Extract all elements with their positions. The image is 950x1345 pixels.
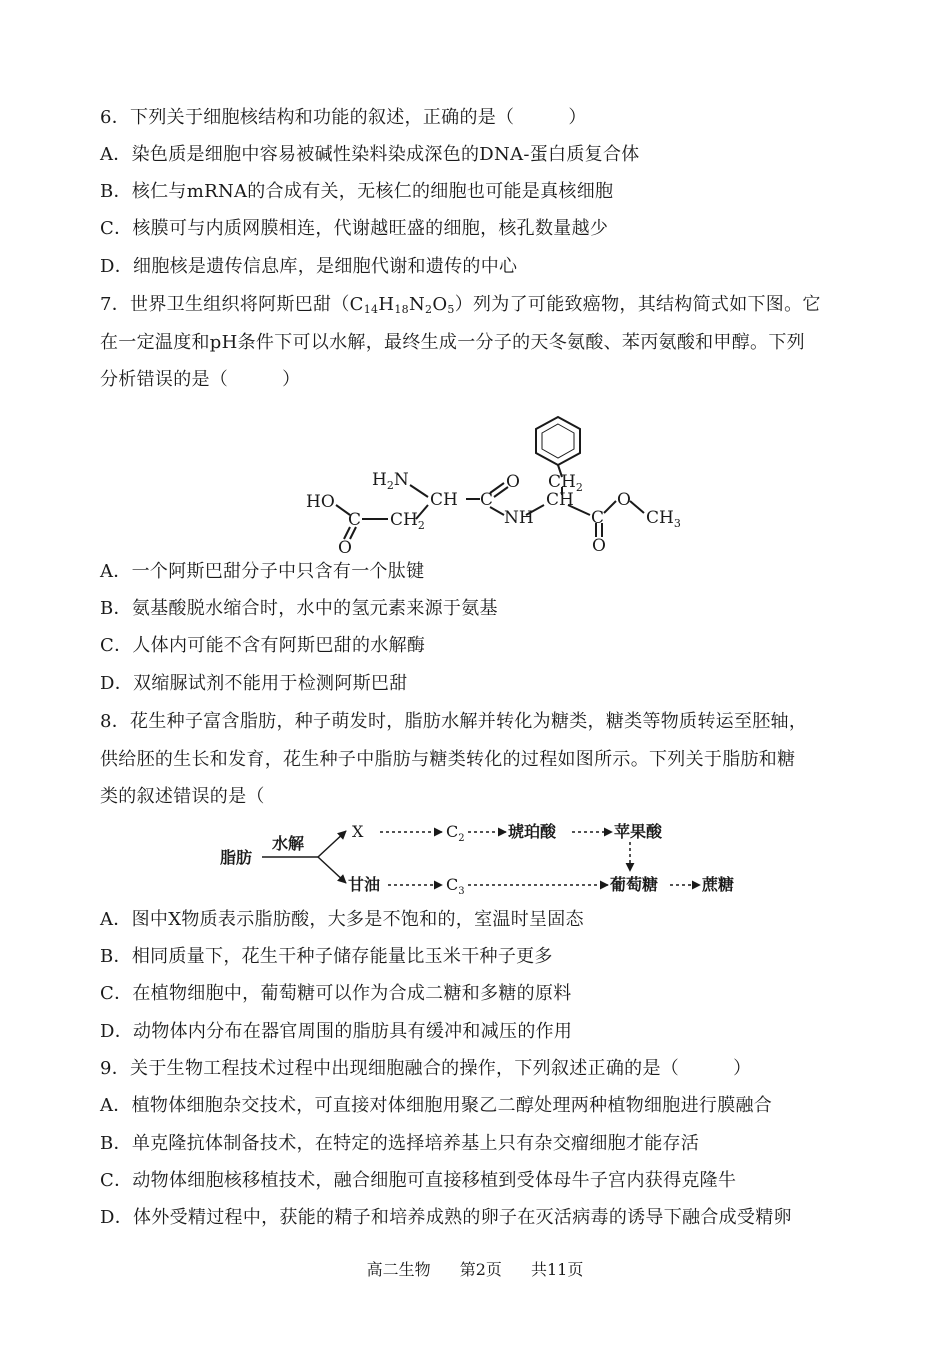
formula-element: O [432, 294, 448, 315]
q8-option-c: C．在植物细胞中，葡萄糖可以作为合成二糖和多糖的原料 [100, 983, 572, 1004]
fat-sugar-conversion-diagram [210, 815, 770, 900]
page-footer [0, 1257, 950, 1280]
phenylalanine-alpha-carbon-label: CH [546, 490, 574, 510]
q9-stem [100, 1057, 860, 1081]
footer-total-pages: 共11页 [531, 1260, 584, 1279]
q9-stem-text: 9．关于生物工程技术过程中出现细胞融合的操作，下列叙述正确的是（ [100, 1058, 680, 1079]
ch2-top-label: $CH_2$ [548, 472, 583, 494]
q7-stem-line1 [100, 293, 860, 317]
carbonyl-carbon-label: C [480, 490, 494, 510]
formula-sub: 14 [363, 303, 379, 316]
sucrose-label: 蔗糖 [702, 875, 735, 894]
fat-label: 脂肪 [220, 848, 253, 867]
amide-nh-label: NH [504, 508, 534, 528]
q6-stem [100, 106, 860, 130]
amino-group-label: $H_2N$ [372, 470, 409, 492]
glucose-label: 葡萄糖 [610, 875, 659, 894]
q6-option-d: D．细胞核是遗传信息库，是细胞代谢和遗传的中心 [100, 256, 518, 277]
q7-stem-a: 7．世界卫生组织将阿斯巴甜（C [100, 294, 364, 315]
q7-stem-line3 [100, 368, 860, 392]
c3-label: $C_3$ [446, 875, 465, 897]
q8-stem-line3: 类的叙述错误的是（ [100, 786, 265, 807]
q7-option-b: B．氨基酸脱水缩合时，水中的氢元素来源于氨基 [100, 598, 498, 619]
q7-stem-line2: 在一定温度和pH条件下可以水解，最终生成一分子的天冬氨酸、苯丙氨酸和甲醇。下列 [100, 332, 805, 353]
carbonyl-oxygen-label: O [506, 472, 520, 492]
q9-stem-end: ） [733, 1058, 752, 1079]
q8-option-a: A．图中X物质表示脂肪酸，大多是不饱和的，室温时呈固态 [100, 909, 584, 930]
q6-option-a: A．染色质是细胞中容易被碱性染料染成深色的DNA-蛋白质复合体 [100, 144, 640, 165]
q9-option-d: D．体外受精过程中，获能的精子和培养成熟的卵子在灭活病毒的诱导下融合成受精卵 [100, 1207, 792, 1228]
q8-option-d: D．动物体内分布在器官周围的脂肪具有缓冲和减压的作用 [100, 1021, 573, 1042]
q7-option-d: D．双缩脲试剂不能用于检测阿斯巴甜 [100, 673, 408, 694]
x-label: X [352, 822, 364, 841]
succinic-acid-label: 琥珀酸 [508, 822, 557, 841]
q9-option-a: A．植物体细胞杂交技术，可直接对体细胞用聚乙二醇处理两种植物细胞进行膜融合 [100, 1095, 773, 1116]
c2-label: $C_2$ [446, 822, 465, 844]
ch2-left-label: $CH_2$ [390, 510, 425, 532]
q8-stem-line1: 8．花生种子富含脂肪，种子萌发时，脂肪水解并转化为糖类，糖类等物质转运至胚轴， [100, 711, 808, 732]
ester-oxygen-label: O [617, 490, 631, 510]
ester-carbon-label: C [591, 508, 605, 528]
q7-line3-end: ） [282, 369, 301, 390]
formula-element: H [378, 294, 395, 315]
formula-sub: 18 [394, 303, 409, 316]
formula-element: N [408, 294, 426, 315]
ester-carbonyl-oxygen-label: O [592, 536, 606, 555]
malic-acid-label: 苹果酸 [614, 822, 663, 841]
q6-option-c: C．核膜可与内质网膜相连，代谢越旺盛的细胞，核孔数量越少 [100, 218, 609, 239]
aspartame-structure-diagram [300, 415, 700, 555]
q7-option-a: A．一个阿斯巴甜分子中只含有一个肽键 [100, 561, 425, 582]
alpha-carbon-label: CH [430, 490, 458, 510]
footer-subject: 高二生物 [366, 1260, 431, 1279]
q6-option-b: B．核仁与mRNA的合成有关，无核仁的细胞也可能是真核细胞 [100, 181, 614, 202]
formula-sub: 5 [447, 303, 455, 316]
hydroxyl-label: HO [306, 492, 335, 512]
q9-option-b: B．单克隆抗体制备技术，在特定的选择培养基上只有杂交瘤细胞才能存活 [100, 1133, 700, 1154]
methyl-label: $CH_3$ [646, 508, 681, 530]
q9-option-c: C．动物体细胞核移植技术，融合细胞可直接移植到受体母牛子宫内获得克隆牛 [100, 1170, 737, 1191]
q7-stem-b: ）列为了可能致癌物，其结构简式如下图。它 [454, 294, 821, 315]
glycerol-label: 甘油 [348, 875, 381, 894]
oxygen-label: O [338, 538, 352, 555]
q8-stem-line2: 供给胚的生长和发育，花生种子中脂肪与糖类转化的过程如图所示。下列关于脂肪和糖 [100, 749, 796, 770]
benzene-inner-ring [542, 424, 574, 458]
carboxyl-carbon-label: C [348, 510, 362, 530]
q7-option-c: C．人体内可能不含有阿斯巴甜的水解酶 [100, 635, 426, 656]
footer-page-number: 第2页 [459, 1260, 502, 1279]
formula-sub: 2 [425, 303, 433, 316]
hydrolysis-label: 水解 [272, 834, 305, 853]
q6-stem-end: ） [568, 107, 587, 128]
q6-stem-text: 6．下列关于细胞核结构和功能的叙述，正确的是（ [100, 107, 515, 128]
q7-line3-text: 分析错误的是（ [100, 369, 229, 390]
q8-option-b: B．相同质量下，花生干种子储存能量比玉米干种子更多 [100, 946, 553, 967]
